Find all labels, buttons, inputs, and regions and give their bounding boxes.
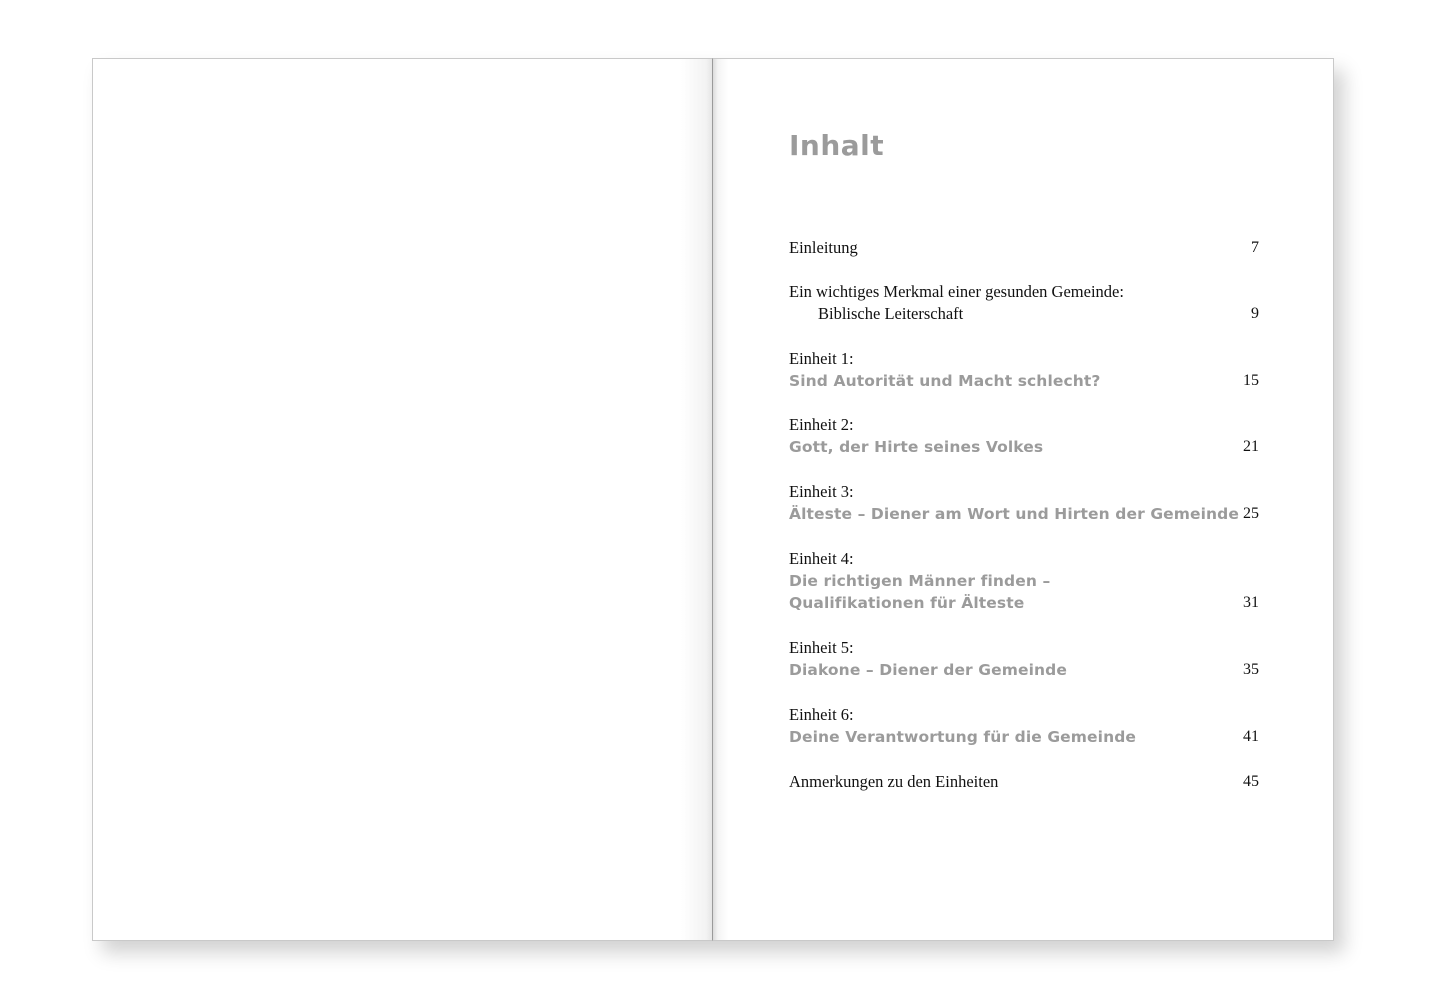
toc-page-number: 9: [1251, 305, 1259, 322]
toc-page-number: 15: [1243, 372, 1259, 389]
toc-entry-heading: Sind Autorität und Macht schlecht?: [789, 372, 1101, 390]
toc-entry: [789, 548, 1259, 614]
toc-entry-label: Ein wichtiges Merkmal einer gesunden Gemeinde:: [789, 282, 1124, 301]
toc-entry: [789, 281, 1259, 325]
toc-page-number: 41: [1243, 728, 1259, 745]
toc-entry: [789, 414, 1259, 458]
toc-page-number: 45: [1243, 773, 1259, 790]
book-spread: [92, 58, 1334, 941]
toc-entry-subtitle: Biblische Leiterschaft: [818, 304, 964, 323]
toc-page-number: 21: [1243, 438, 1259, 455]
toc-entry-label: Einheit 6:: [789, 705, 854, 724]
toc-page-number: 7: [1251, 239, 1259, 256]
toc-entry-label: Einheit 5:: [789, 638, 854, 657]
right-page: [712, 58, 1334, 941]
toc-entry: [789, 237, 1259, 259]
left-page: [92, 58, 712, 941]
toc-entry: [789, 771, 1259, 793]
toc-entry-label: Einheit 4:: [789, 549, 854, 568]
toc-entry-label: Anmerkungen zu den Einheiten: [789, 772, 999, 791]
toc-entry: [789, 348, 1259, 392]
toc-page-number: 31: [1243, 594, 1259, 611]
toc-entry: [789, 481, 1259, 525]
toc-entry: [789, 704, 1259, 748]
toc-entry-heading: Diakone – Diener der Gemeinde: [789, 661, 1067, 679]
toc-entry-heading: Deine Verantwortung für die Gemeinde: [789, 728, 1137, 746]
toc-page-number: 25: [1243, 505, 1259, 522]
toc-entry-heading: Gott, der Hirte seines Volkes: [789, 438, 1044, 456]
toc-entry: [789, 637, 1259, 681]
toc-page-number: 35: [1243, 661, 1259, 678]
toc-entry-label: Einleitung: [789, 238, 858, 257]
toc-entry-heading: Die richtigen Männer finden –: [789, 572, 1051, 590]
toc-entry-heading: Qualifikationen für Älteste: [789, 594, 1025, 612]
toc-entry-label: Einheit 3:: [789, 482, 854, 501]
toc-entry-label: Einheit 1:: [789, 349, 854, 368]
toc-title: Inhalt: [789, 129, 885, 162]
toc-entry-label: Einheit 2:: [789, 415, 854, 434]
toc-entry-heading: Älteste – Diener am Wort und Hirten der Gemeinde: [789, 505, 1239, 523]
